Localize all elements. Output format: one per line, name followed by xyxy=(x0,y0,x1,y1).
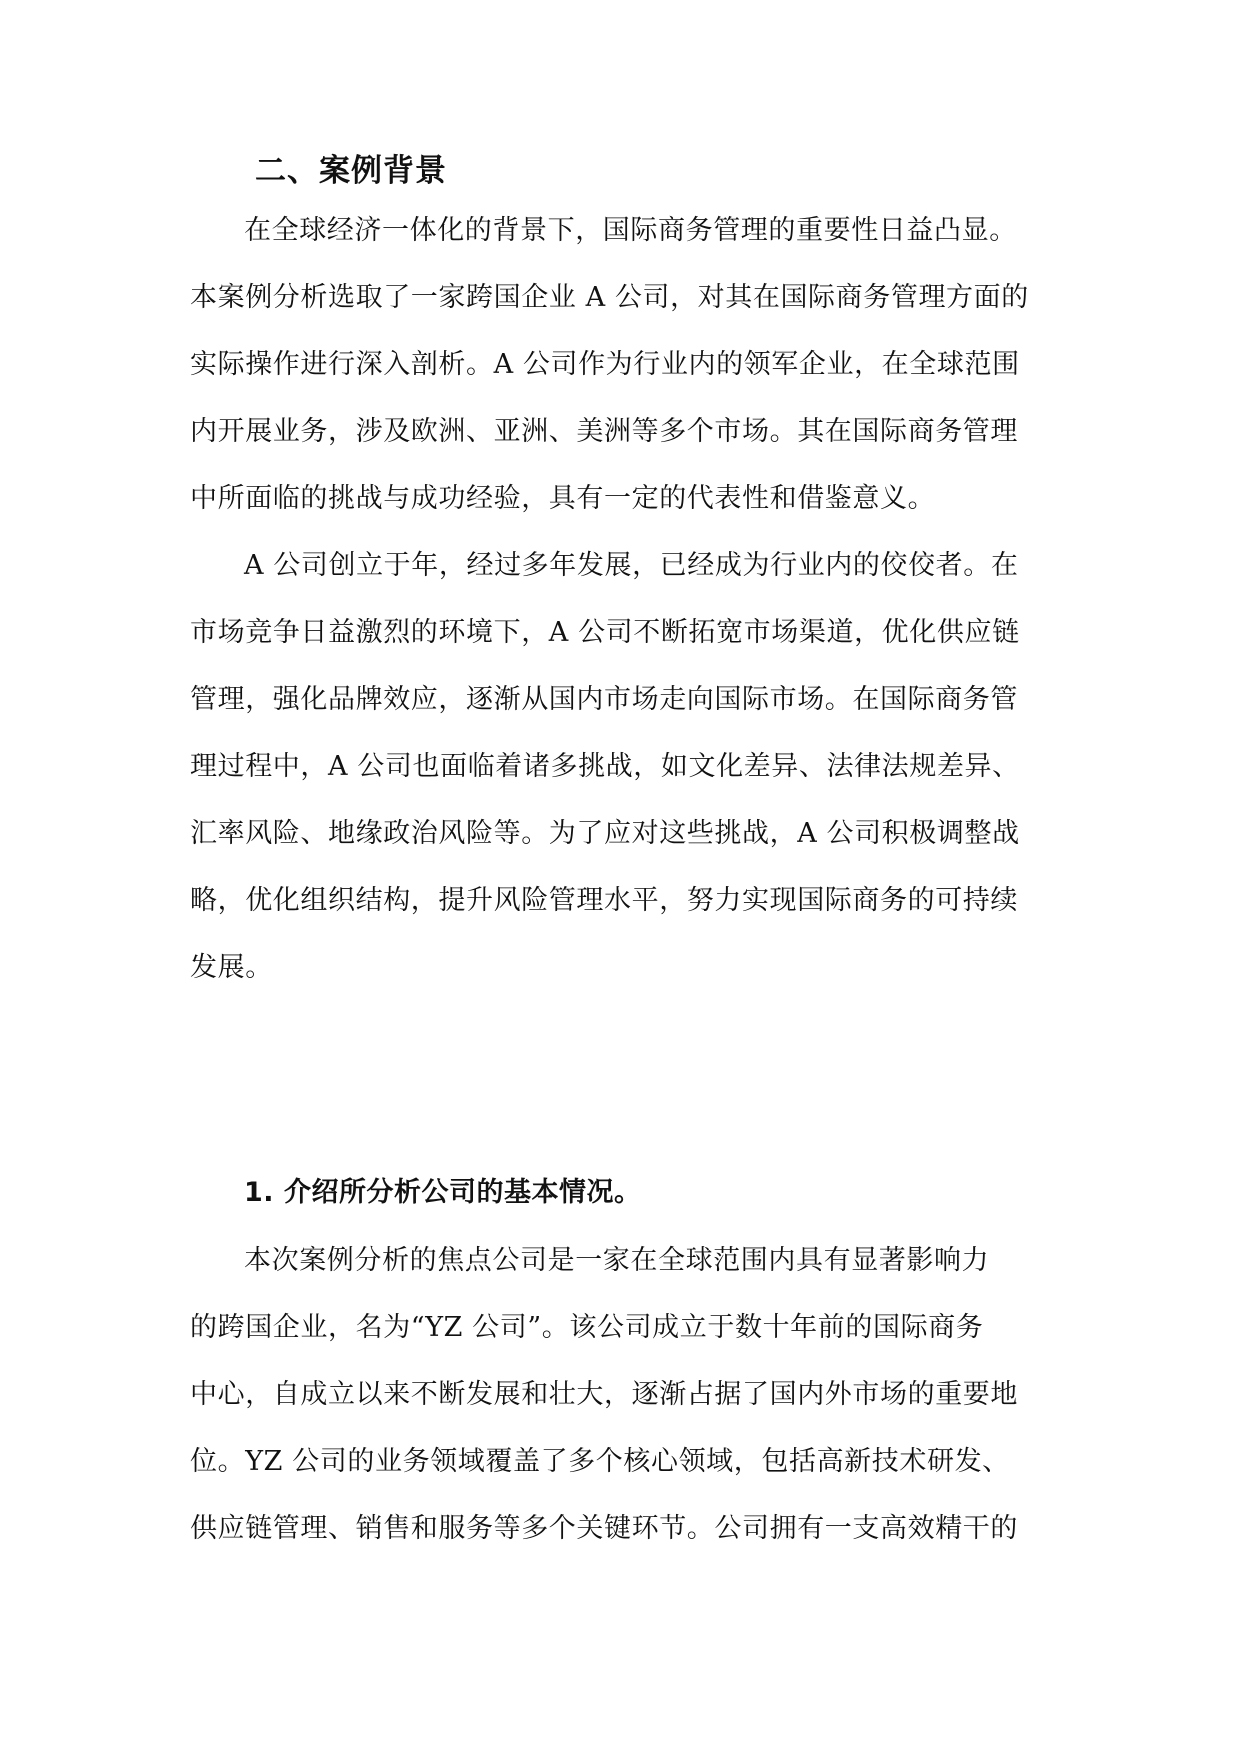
paragraph-line: 略，优化组织结构，提升风险管理水平，努力实现国际商务的可持续 xyxy=(190,885,1018,916)
paragraph-line: 管理，强化品牌效应，逐渐从国内市场走向国际市场。在国际商务管 xyxy=(190,684,1018,715)
paragraph-line: 位。YZ 公司的业务领域覆盖了多个核心领域，包括高新技术研发、 xyxy=(190,1446,1010,1477)
paragraph-line: 中所面临的挑战与成功经验，具有一定的代表性和借鉴意义。 xyxy=(190,483,936,514)
paragraph-line: 发展。 xyxy=(190,952,273,983)
paragraph-line: 的跨国企业，名为“YZ 公司”。该公司成立于数十年前的国际商务 xyxy=(190,1312,984,1343)
paragraph-line: 实际操作进行深入剖析。A 公司作为行业内的领军企业，在全球范围 xyxy=(190,349,1020,380)
paragraph-line: 中心，自成立以来不断发展和壮大，逐渐占据了国内外市场的重要地 xyxy=(190,1379,1018,1410)
paragraph-line: 供应链管理、销售和服务等多个关键环节。公司拥有一支高效精干的 xyxy=(190,1513,1018,1544)
paragraph-line: 在全球经济一体化的背景下，国际商务管理的重要性日益凸显。 xyxy=(244,215,1017,246)
paragraph-line: 本案例分析选取了一家跨国企业 A 公司，对其在国际商务管理方面的 xyxy=(190,282,1029,313)
paragraph-line: 理过程中，A 公司也面临着诸多挑战，如文化差异、法律法规差异、 xyxy=(190,751,1020,782)
paragraph-line: A 公司创立于年，经过多年发展，已经成为行业内的佼佼者。在 xyxy=(244,550,1019,581)
paragraph-line: 本次案例分析的焦点公司是一家在全球范围内具有显著影响力 xyxy=(244,1245,990,1276)
subsection-heading: 1. 介绍所分析公司的基本情况。 xyxy=(244,1177,642,1208)
paragraph-line: 市场竞争日益激烈的环境下，A 公司不断拓宽市场渠道，优化供应链 xyxy=(190,617,1020,648)
paragraph-line: 内开展业务，涉及欧洲、亚洲、美洲等多个市场。其在国际商务管理 xyxy=(190,416,1018,447)
section-heading: 二、案例背景 xyxy=(255,153,447,189)
paragraph-line: 汇率风险、地缘政治风险等。为了应对这些挑战，A 公司积极调整战 xyxy=(190,818,1020,849)
